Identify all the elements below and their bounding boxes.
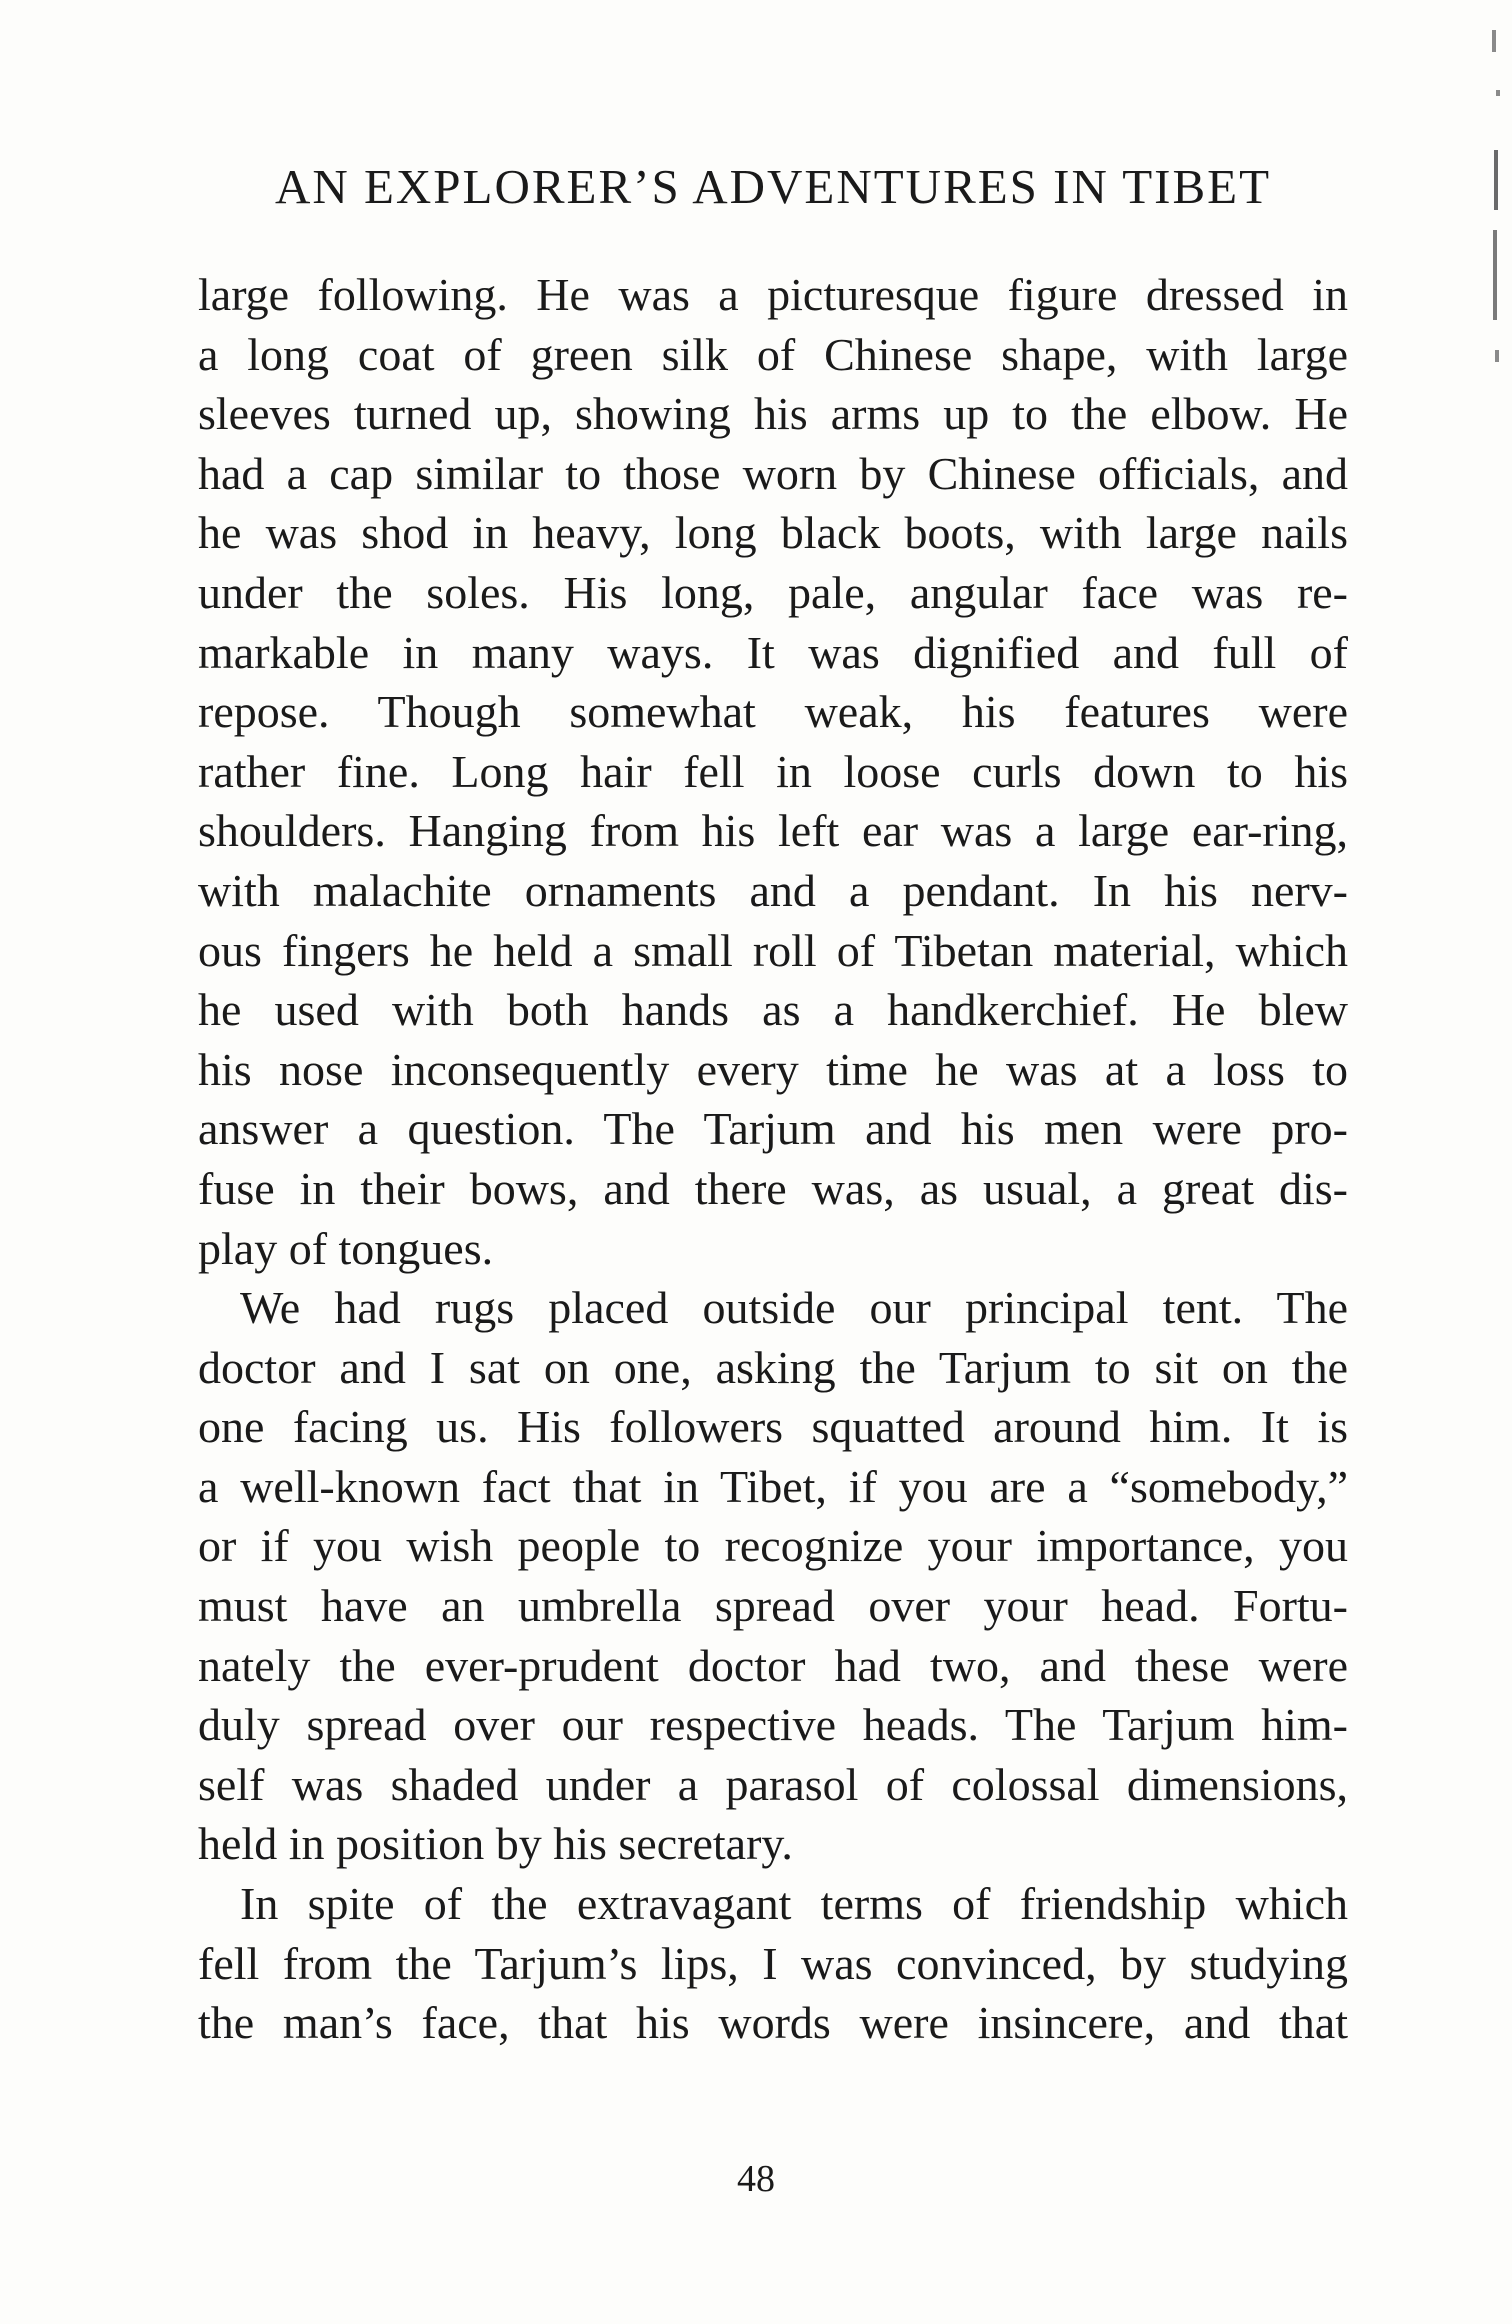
text-line: duly spread over our respective heads. The Tarjum him- (198, 1699, 1348, 1751)
text-line: the man’s face, that his words were insincere, and that (198, 1997, 1348, 2049)
scan-edge-artifact (1486, 20, 1504, 440)
edge-speck (1495, 350, 1499, 362)
edge-speck (1496, 90, 1500, 96)
text-line: a long coat of green silk of Chinese shape, with large (198, 328, 1348, 380)
text-line: his nose inconsequently every time he was at a loss to (198, 1043, 1348, 1095)
text-line: had a cap similar to those worn by Chinese officials, and (198, 447, 1348, 499)
text-line: fell from the Tarjum’s lips, I was convinced, by studying (198, 1937, 1348, 1989)
text-line: We had rugs placed outside our principal tent. The (240, 1282, 1348, 1334)
paragraph-2 (198, 1278, 1348, 1874)
text-line: must have an umbrella spread over your head. Fortu- (198, 1580, 1348, 1632)
text-line: or if you wish people to recognize your importance, you (198, 1520, 1348, 1572)
text-line: with malachite ornaments and a pendant. In his nerv- (198, 864, 1348, 916)
body-text (198, 265, 1348, 2053)
text-line: he used with both hands as a handkerchief. He blew (198, 984, 1348, 1036)
text-line: markable in many ways. It was dignified and full of (198, 626, 1348, 678)
edge-speck (1494, 150, 1498, 210)
text-line: ous fingers he held a small roll of Tibetan material, which (198, 924, 1348, 976)
text-line: play of tongues. (198, 1222, 494, 1274)
text-line: held in position by his secretary. (198, 1818, 793, 1870)
paragraph-1 (198, 265, 1348, 1278)
text-line: repose. Though somewhat weak, his features were (198, 686, 1348, 738)
text-line: one facing us. His followers squatted around him. It is (198, 1401, 1348, 1453)
text-line: shoulders. Hanging from his left ear was a large ear-ring, (198, 805, 1348, 857)
text-line: he was shod in heavy, long black boots, with large nails (198, 507, 1348, 559)
page-number: 48 (737, 2158, 775, 2200)
text-line: In spite of the extravagant terms of friendship which (240, 1878, 1348, 1930)
paragraph-3 (198, 1874, 1348, 2053)
edge-speck (1492, 30, 1496, 52)
text-line: answer a question. The Tarjum and his men were pro- (198, 1103, 1348, 1155)
text-line: sleeves turned up, showing his arms up to the elbow. He (198, 388, 1348, 440)
text-line: self was shaded under a parasol of colossal dimensions, (198, 1758, 1348, 1810)
edge-speck (1493, 230, 1497, 320)
text-line: nately the ever-prudent doctor had two, and these were (198, 1639, 1348, 1691)
text-line: a well-known fact that in Tibet, if you are a “somebody,” (198, 1460, 1348, 1512)
text-line: rather fine. Long hair fell in loose curls down to his (198, 745, 1348, 797)
running-head: AN EXPLORER’S ADVENTURES IN TIBET (274, 159, 1272, 214)
text-line: doctor and I sat on one, asking the Tarjum to sit on the (198, 1341, 1348, 1393)
text-line: fuse in their bows, and there was, as usual, a great dis- (198, 1162, 1348, 1214)
text-line: large following. He was a picturesque figure dressed in (198, 269, 1348, 320)
text-line: under the soles. His long, pale, angular face was re- (198, 566, 1348, 618)
